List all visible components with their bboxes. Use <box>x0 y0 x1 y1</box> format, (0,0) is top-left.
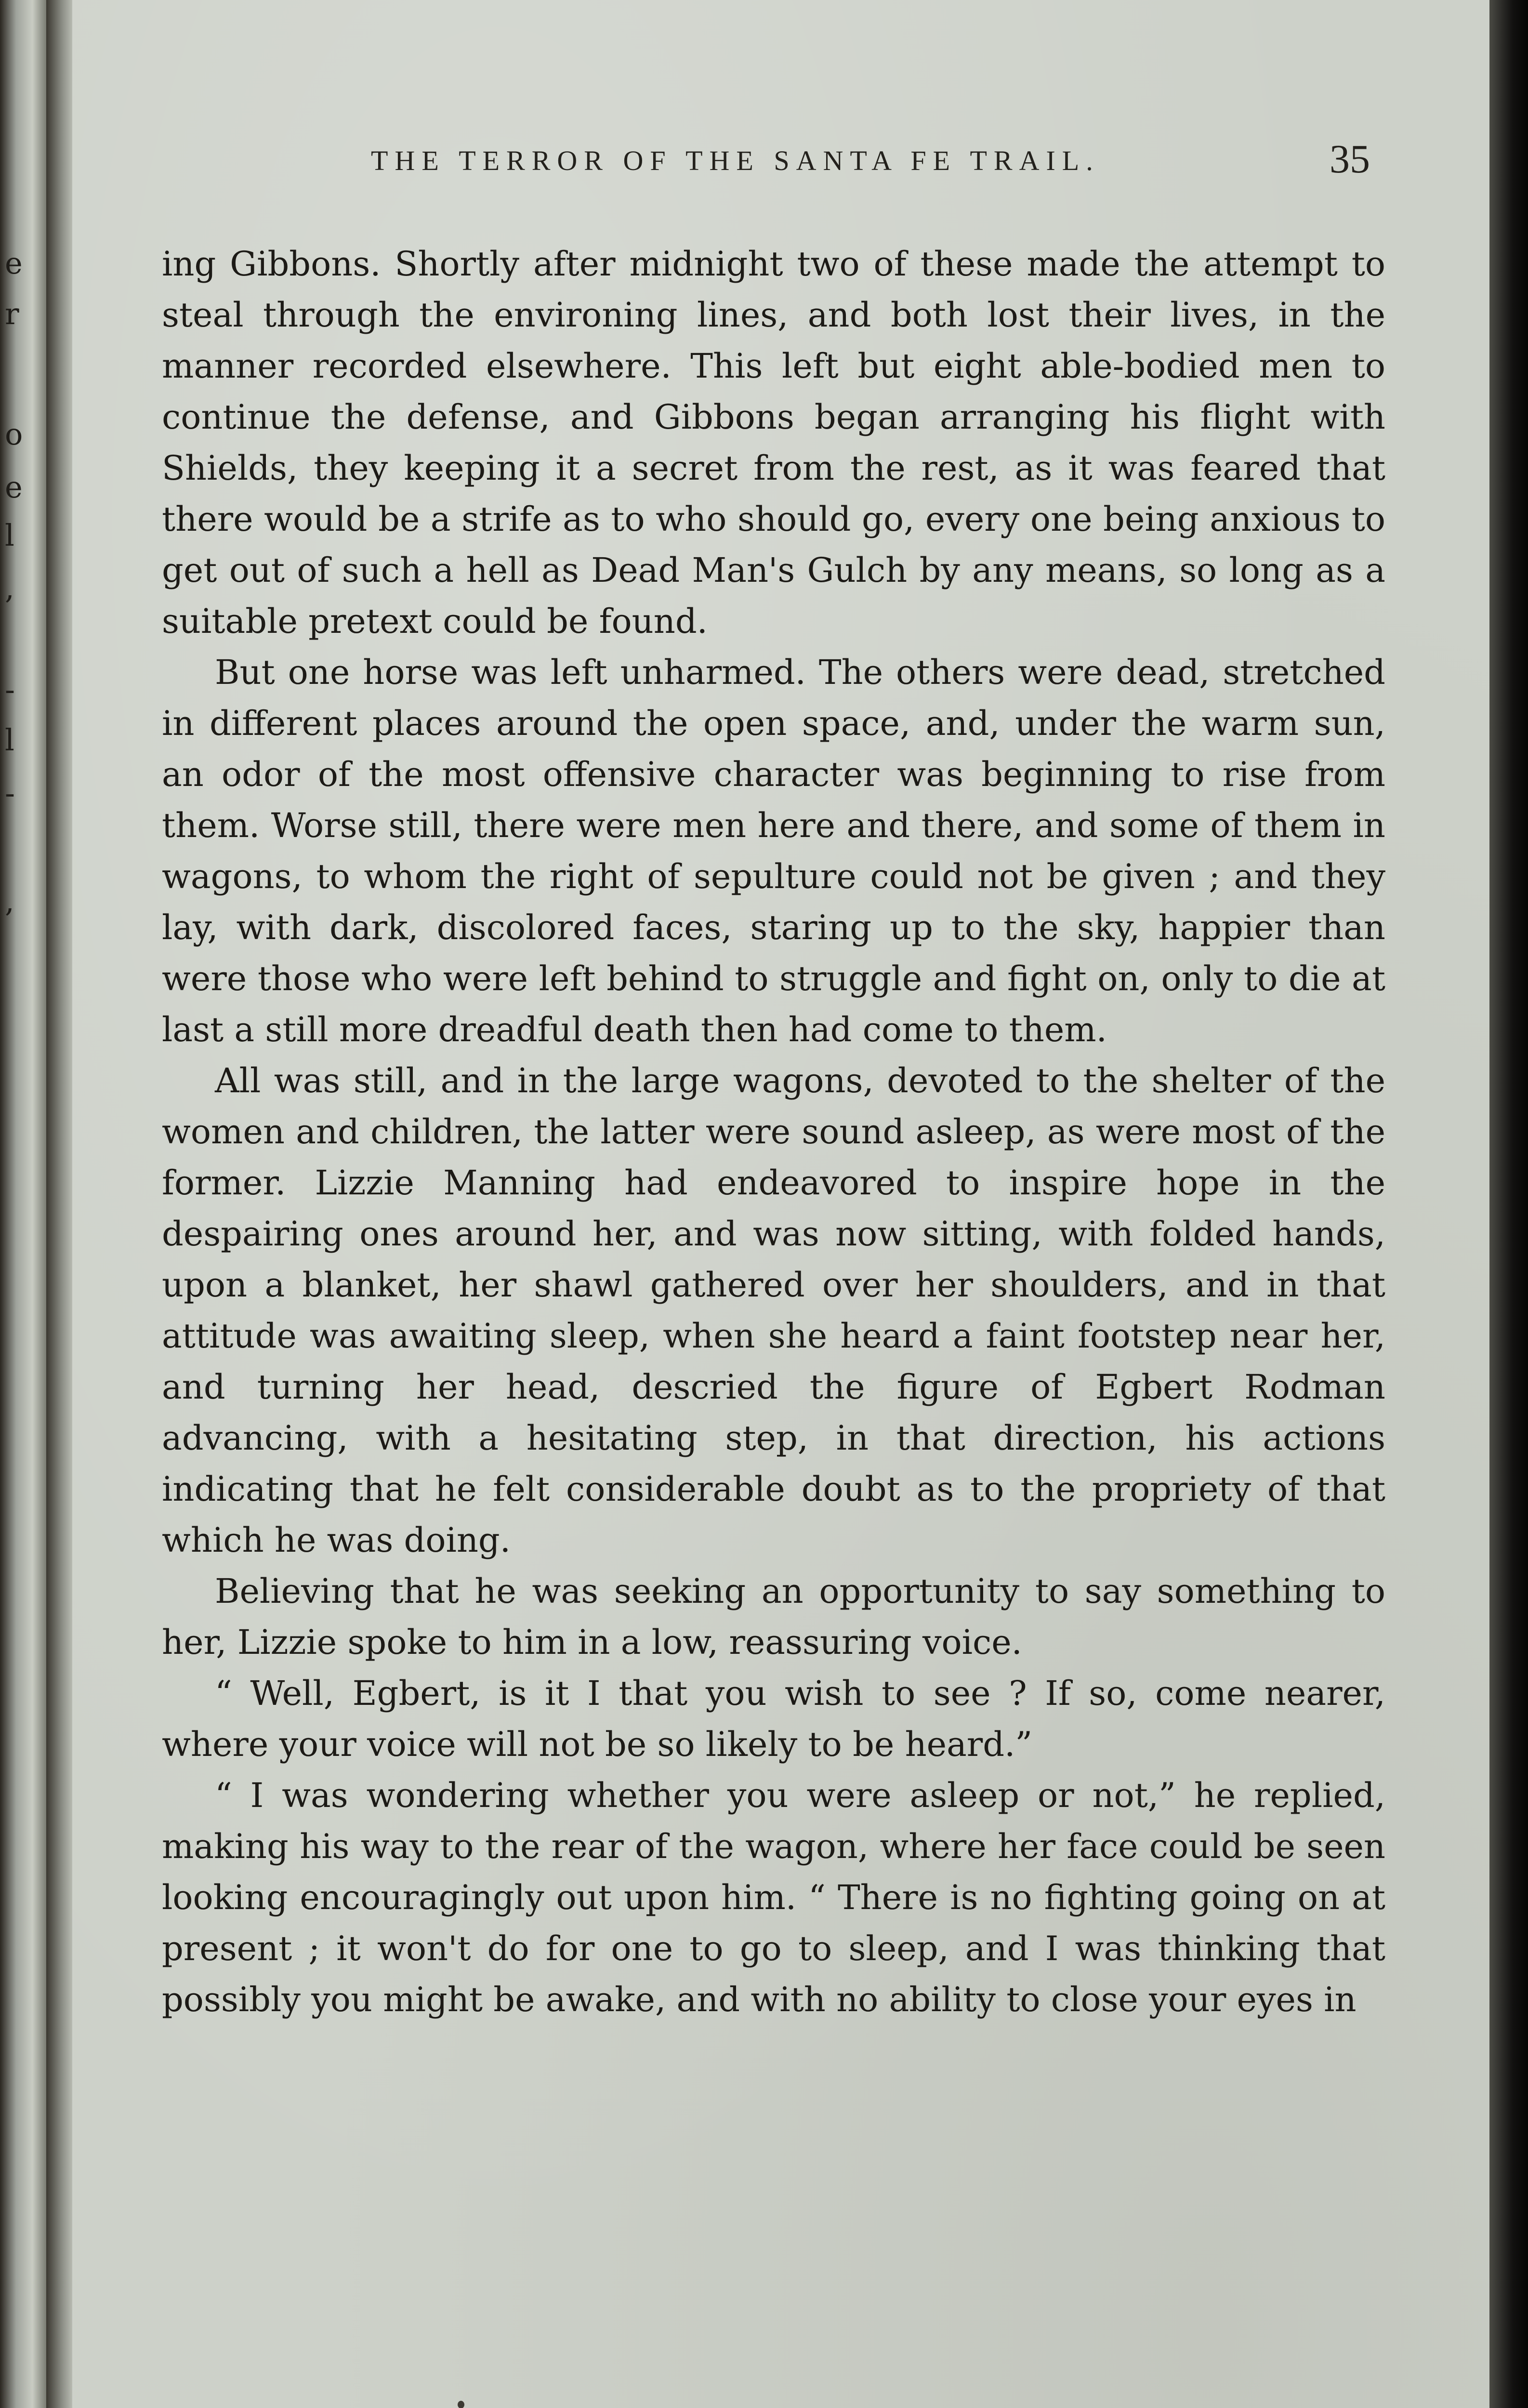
page-number: 35 <box>1330 137 1370 182</box>
paragraph: “ Well, Egbert, is it I that you wish to see ? If so, come nearer, where your voice will not be so likely to be heard.” <box>162 1674 1385 1764</box>
book-page <box>72 0 1489 2408</box>
previous-page-fragment: , <box>5 571 14 606</box>
paragraph: All was still, and in the large wagons, devoted to the shelter of the women and children, the latter were sound asleep, as were most of the former. Lizzie Manning had endeavored to inspire hope in the despairing ones around her, and was now sitting, with folded hands, upon a blanket, her shawl gathered over her shoulders, and in that attitude was awaiting sleep, when she heard a faint footstep near her, and turning her head, descried the figure of Egbert Rodman advancing, with a hesitating step, in that direction, his actions indicating that he felt considerable doubt as to the propriety of that which he was doing. <box>162 1061 1385 1560</box>
previous-page-fragment: o <box>5 417 23 452</box>
book-gutter <box>46 0 72 2408</box>
previous-page-fragment: - <box>5 775 15 811</box>
previous-page-fragment: r <box>5 296 19 331</box>
previous-page-fragment: - <box>5 672 15 707</box>
previous-page-edge <box>0 0 46 2408</box>
paragraph: ing Gibbons. Shortly after midnight two of these made the attempt to steal through the environing lines, and both lost their lives, in the manner recorded elsewhere. This left but eight able-bodied men to continue the defense, and Gibbons began arranging his flight with Shields, they keeping it a secret from the rest, as it was feared that there would be a strife as to who should go, every one being anxious to get out of such a hell as Dead Man's Gulch by any means, so long as a suitable pretext could be found. <box>162 244 1385 641</box>
paragraph: Believing that he was seeking an opportunity to say something to her, Lizzie spoke to him in a low, reassuring voice. <box>162 1571 1385 1662</box>
previous-page-fragment: , <box>5 884 14 919</box>
previous-page-fragment: e <box>5 246 23 281</box>
previous-page-fragment: e <box>5 470 23 505</box>
previous-page-fragment: l <box>5 722 14 758</box>
paragraph: But one horse was left unharmed. The others were dead, stretched in different places around the open space, and, under the warm sun, an odor of the most offensive character was beginning to rise from them. Worse still, there were men here and there, and some of them in wagons, to whom the right of sepulture could not be given ; and they lay, with dark, discolored faces, staring up to the sky, happier than were those who were left behind to struggle and fight on, only to die at last a still more dreadful death then had come to them. <box>162 653 1385 1049</box>
previous-page-fragment: l <box>5 518 14 553</box>
ink-spot <box>458 2401 464 2408</box>
body-text <box>162 238 1385 2025</box>
paragraph: “ I was wondering whether you were asleep or not,” he replied, making his way to the rear of the wagon, where her face could be seen looking encouragingly out upon him. “ There is no fighting going on at present ; it won't do for one to go to sleep, and I was thinking that possibly you might be awake, and with no ability to close your eyes in <box>162 1776 1385 2019</box>
running-header: THE TERROR OF THE SANTA FE TRAIL. <box>371 145 1100 176</box>
page-edge-shadow <box>1489 0 1528 2408</box>
